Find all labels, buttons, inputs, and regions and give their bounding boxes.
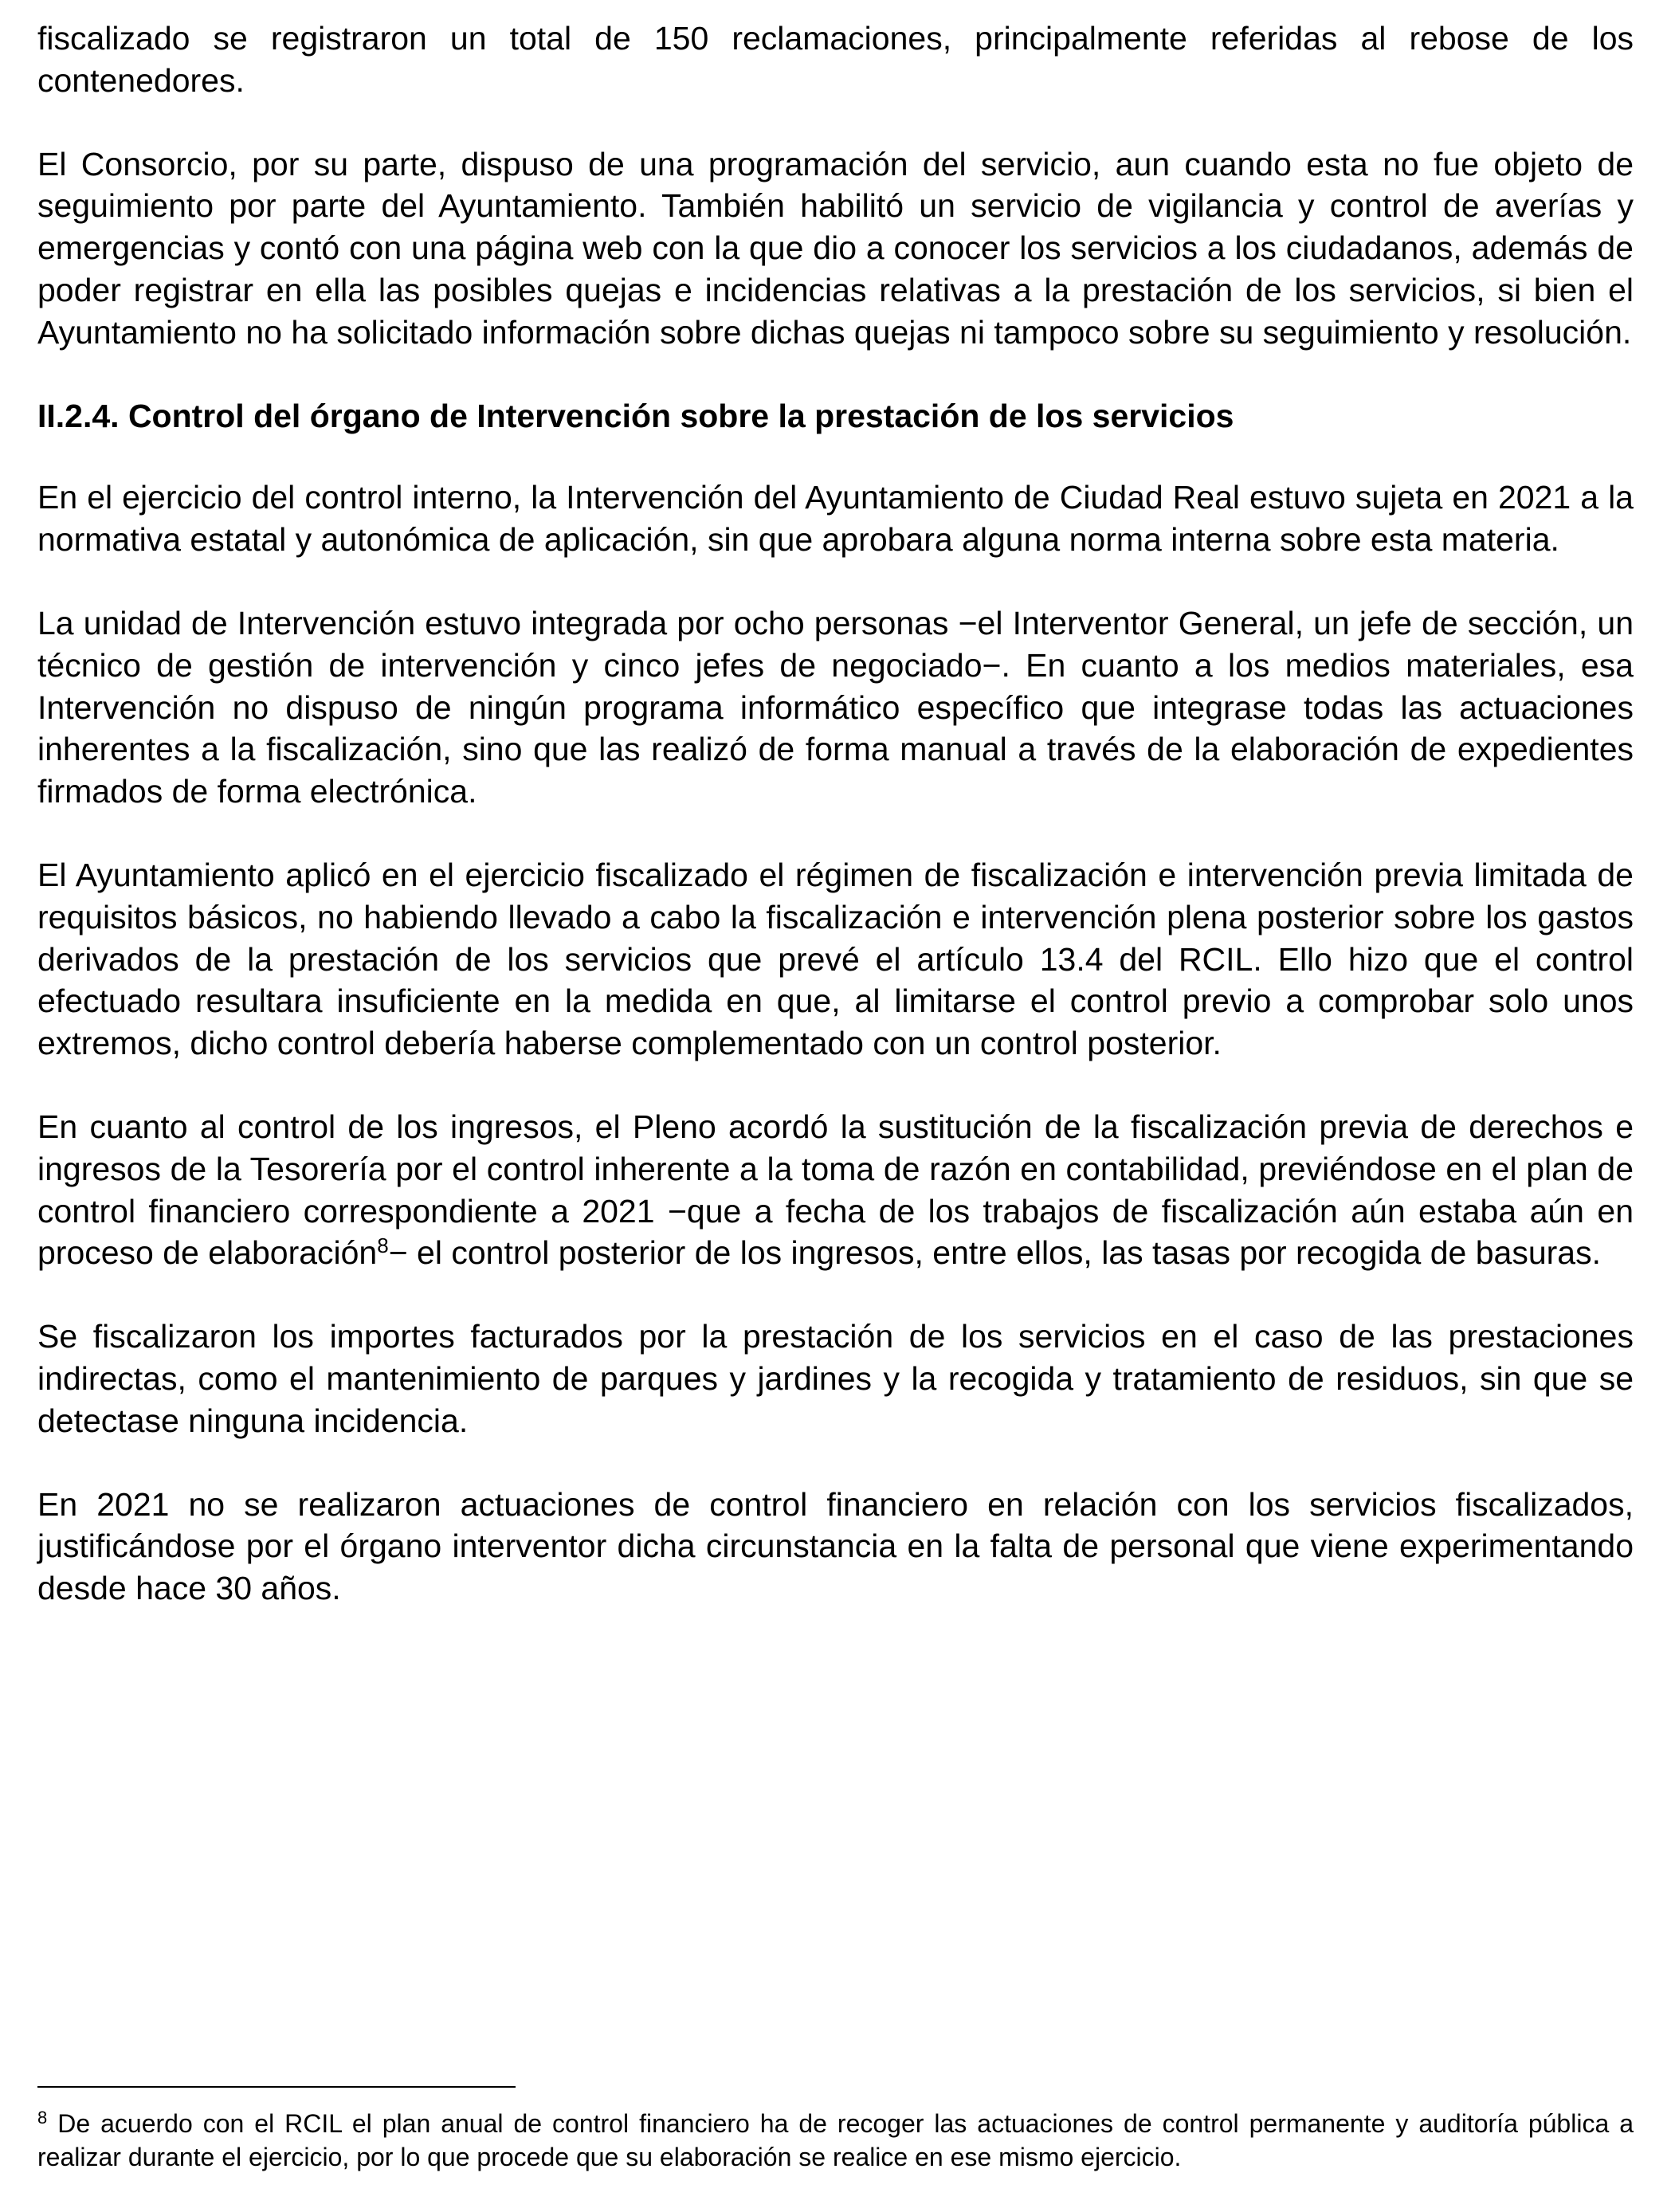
paragraph-control-ingresos-text-b: − el control posterior de los ingresos, entre ellos, las tasas por recogida de basuras.: [388, 1234, 1601, 1272]
section-heading: II.2.4. Control del órgano de Intervención sobre la prestación de los servicios: [37, 397, 1234, 434]
footnote-area: [37, 2086, 1634, 2174]
paragraph-importes-facturados: Se fiscalizaron los importes facturados por la prestación de los servicios en el caso de las prestaciones indirectas, como el mantenimiento de parques y jardines y la recogida y tratamiento de residuos, sin que se detectase ninguna incidencia.: [37, 1318, 1634, 1439]
paragraph-consorcio: El Consorcio, por su parte, dispuso de una programación del servicio, aun cuando esta no fue objeto de seguimiento por parte del Ayuntamiento. También habilitó un servicio de vigilancia y control de averías y emergencias y contó con una página web con la que dio a conocer los servicios a los ciudadanos, además de poder registrar en ella las posibles quejas e incidencias relativas a la prestación de los servicios, si bien el Ayuntamiento no ha solicitado información sobre dichas quejas ni tampoco sobre su seguimiento y resolución.: [37, 145, 1634, 351]
paragraph-control-financiero: En 2021 no se realizaron actuaciones de control financiero en relación con los servicios fiscalizados, justificándose por el órgano interventor dicha circunstancia en la falta de personal que viene experimentando desde hace 30 años.: [37, 1485, 1634, 1607]
footnote-text: De acuerdo con el RCIL el plan anual de control financiero ha de recoger las actuaciones de control permanente y auditoría pública a realizar durante el ejercicio, por lo que procede que su elaboración se realice en ese mismo ejercicio.: [37, 2109, 1634, 2171]
paragraph-unidad-intervencion: La unidad de Intervención estuvo integrada por ocho personas −el Interventor General, un jefe de sección, un técnico de gestión de intervención y cinco jefes de negociado−. En cuanto a los medios materiales, esa Intervención no dispuso de ningún programa informático específico que integrase todas las actuaciones inherentes a la fiscalización, sino que las realizó de forma manual a través de la elaboración de expedientes firmados de forma electrónica.: [37, 604, 1634, 810]
footnote-8: [37, 2107, 1634, 2174]
paragraph-control-interno: En el ejercicio del control interno, la Intervención del Ayuntamiento de Ciudad Real estuvo sujeta en 2021 a la normativa estatal y autonómica de aplicación, sin que aprobara alguna norma interna sobre esta materia.: [37, 479, 1634, 559]
paragraph-control-ingresos: [37, 1106, 1634, 1274]
footnote-reference[interactable]: 8: [377, 1233, 389, 1258]
document-body: [37, 18, 1634, 1651]
footnote-divider: [37, 2086, 516, 2088]
paragraph-control-ingresos-text-a: En cuanto al control de los ingresos, el Pleno acordó la sustitución de la fiscalización previa de derechos e ingresos de la Tesorería por el control inherente a la toma de razón en contabilidad, previéndose en el plan de control financiero correspondiente a 2021 −que a fecha de los trabajos de fiscalización aún estaba aún en proceso de elaboración: [37, 1108, 1634, 1272]
paragraph-reclamaciones: fiscalizado se registraron un total de 150 reclamaciones, principalmente referidas al rebose de los contenedores.: [37, 20, 1634, 99]
paragraph-regimen-fiscalizacion: El Ayuntamiento aplicó en el ejercicio fiscalizado el régimen de fiscalización e intervención previa limitada de requisitos básicos, no habiendo llevado a cabo la fiscalización e intervención plena posterior sobre los gastos derivados de la prestación de los servicios que prevé el artículo 13.4 del RCIL. Ello hizo que el control efectuado resultara insuficiente en la medida en que, al limitarse el control previo a comprobar solo unos extremos, dicho control debería haberse complementado con un control posterior.: [37, 856, 1634, 1062]
footnote-mark: 8: [37, 2108, 48, 2128]
